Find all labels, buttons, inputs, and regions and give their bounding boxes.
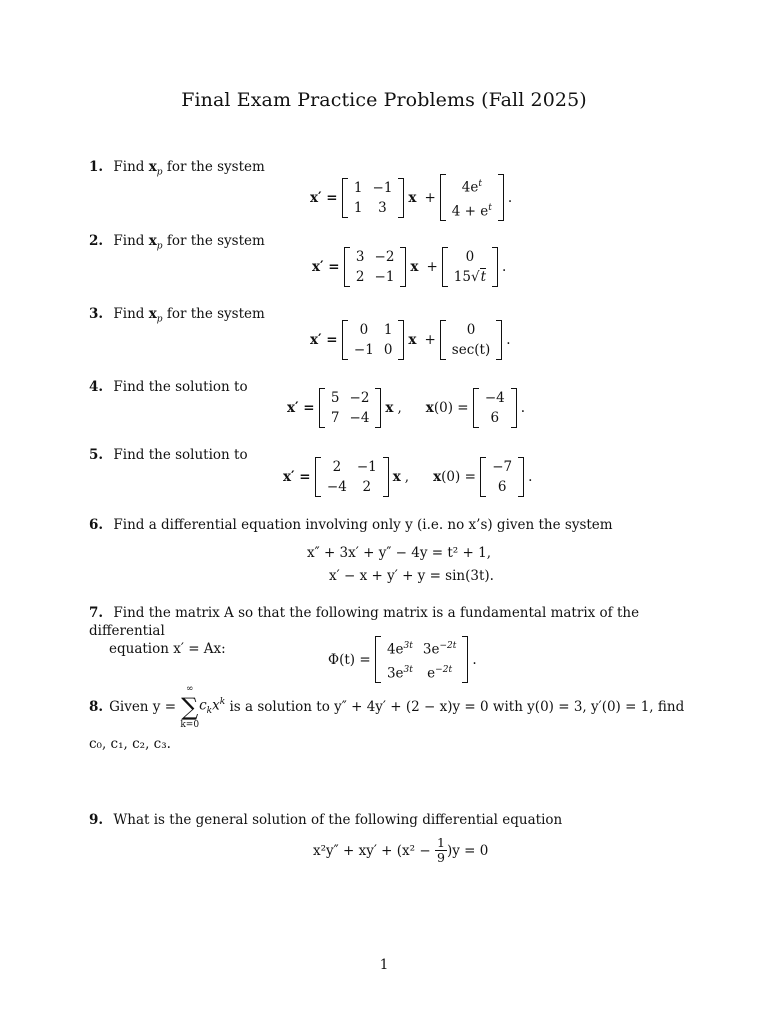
initial-condition-label: x(0) = [425,400,469,416]
problem-6-equation-2: x′ − x + y′ + y = sin(3t). [329,568,494,584]
problem-7-statement: 7. Find the matrix A so that the following matrix is a fundamental matrix of the differential equation x′ = Ax: [89,605,640,657]
problem-3-equation: x′ = 0 1 −1 0 x + 0 sec(t) . [310,322,511,358]
problem-8-unknowns: c₀, c₁, c₂, c₃. [89,736,171,752]
problem-5-statement: 5. Find the solution to [89,447,248,463]
page-number: 1 [379,957,389,973]
problem-9-equation: x²y″ + xy′ + (x² − $\frac{1}{9}$ )y = 0 [313,835,489,865]
problem-3-statement: 3. Find $x_p$ for the system [89,306,265,325]
problem-1-statement: 1. Find $x_p$ for the system [89,159,265,178]
coefficient-matrix: 3 −2 2 −1 [344,247,407,287]
initial-vector: −4 6 [473,388,517,428]
problem-4-statement: 4. Find the solution to [89,379,248,395]
fundamental-matrix: $4e^{3t}$ $3e^{-2t}$ $3e^{3t}$ $e^{-2t}$ [375,636,468,683]
initial-vector: −7 6 [480,457,524,497]
problem-number: 1. [89,159,104,175]
problem-8-statement: 8. Given y = ∞ ∑ k=0 $c_kx^k$ is a solution to y″ + 4y′ + (2 − x)y = 0 with y(0) = 3, y′(0) = 1, find [89,684,685,730]
coefficient-matrix: 5 −2 7 −4 [319,388,382,428]
coefficient-matrix: 0 1 −1 0 [342,320,405,360]
coefficient-matrix: 2 −1 −4 2 [315,457,389,497]
problem-7-equation: Φ(t) = $4e^{3t}$ $3e^{-2t}$ $3e^{3t}$ $e^{-2t}$ . [328,636,481,683]
initial-condition-label: x(0) = [433,469,476,485]
problem-2-equation: x′ = 3 −2 2 −1 x + 0 15√t . [312,249,507,285]
problem-6-equation-1: x″ + 3x′ + y″ − 4y = t² + 1, [307,545,491,561]
problem-2-statement: 2. Find $x_p$ for the system [89,233,265,252]
problem-4-equation: x′ = 5 −2 7 −4 x , x(0) = −4 6 . [287,390,526,426]
problem-6-statement: 6. Find a differential equation involving only y (i.e. no x’s) given the system [89,517,613,533]
forcing-vector: 0 sec(t) [440,320,502,360]
summation: ∞ ∑ k=0 [180,684,200,730]
problem-1-equation: x′ = 1 −1 1 3 x + $4e^t$ $4 + e^t$ . [310,174,516,221]
forcing-vector: $4e^t$ $4 + e^t$ [440,174,504,221]
coefficient-matrix: 1 −1 1 3 [342,178,405,218]
fraction: $\frac{1}{9}$ [436,835,445,865]
page-title: Final Exam Practice Problems (Fall 2025) [181,89,587,111]
problem-9-statement: 9. What is the general solution of the following differential equation [89,812,563,828]
problem-5-equation: x′ = 2 −1 −4 2 x , x(0) = −7 6 . [283,459,533,495]
forcing-vector: 0 15√t [442,247,498,287]
